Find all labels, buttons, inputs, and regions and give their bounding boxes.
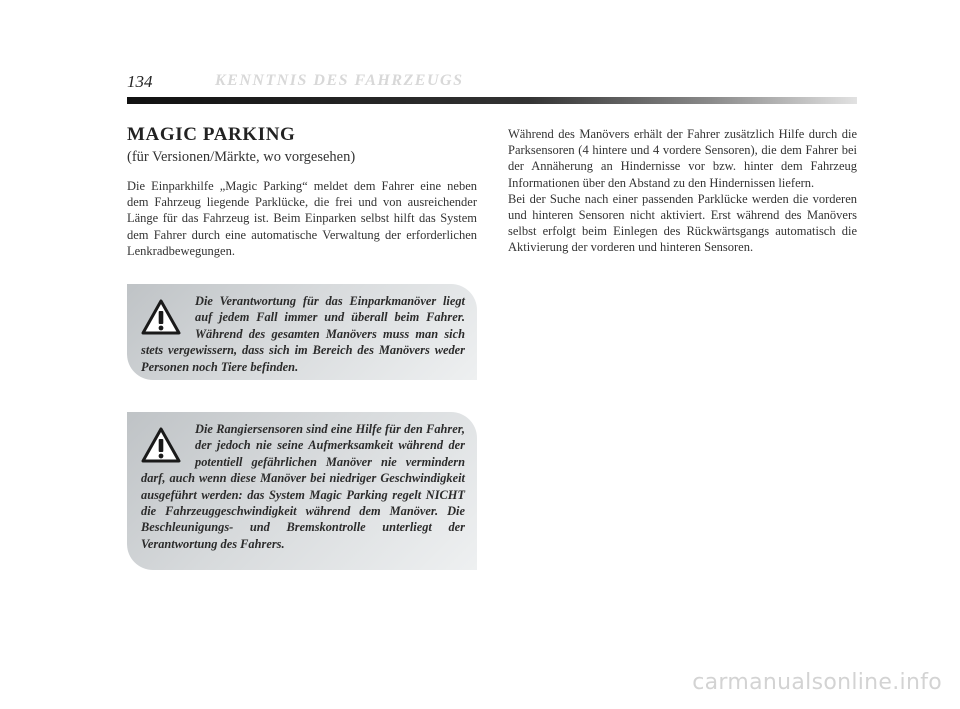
header-rule xyxy=(127,97,857,104)
warning-triangle-icon xyxy=(141,299,181,335)
section-subtitle: (für Versionen/Märkte, wo vorgesehen) xyxy=(127,149,356,165)
watermark: carmanualsonline.info xyxy=(692,670,942,695)
intro-paragraph: Die Einparkhilfe „Magic Parking“ meldet dem Fahrer eine neben dem Fahrzeug liegende Parklücke, die frei und von ausreichender Länge für das Fahrzeug ist. Beim Einparken selbst hilft das System dem Fahrer durch eine automatische Verwaltung der erforderlichen Lenkradbewegungen. xyxy=(127,179,477,258)
running-header: KENNTNIS DES FAHRZEUGS xyxy=(215,72,464,89)
page-number: 134 xyxy=(127,72,153,91)
warning-box-sensors xyxy=(127,412,477,570)
body-paragraph: Während des Manövers erhält der Fahrer zusätzlich Hilfe durch die Parksensoren (4 hintere und 4 vordere Sensoren), die dem Fahrer bei der Annäherung an Hindernisse vor bzw. hinter dem Fahrzeug Informationen über den Abstand zu den Hindernissen liefern. xyxy=(508,127,857,190)
body-paragraph: Bei der Suche nach einer passenden Parklücke werden die vorderen und hinteren Sensoren nicht aktiviert. Erst während des Manövers selbst erfolgt beim Einlegen des Rückwärtsgangs automatisch die Aktivierung der vorderen und hinteren Sensoren. xyxy=(508,191,857,255)
warning-box-responsibility xyxy=(127,284,477,380)
warning-text: Die Verantwortung für das Einparkmanöver liegt auf jedem Fall immer und überall beim Fahrer. Während des gesamten Manövers muss man sich stets vergewissern, dass sich im Bereich des Manövers weder Personen noch Tiere befinden. xyxy=(141,294,465,374)
warning-text: Die Rangiersensoren sind eine Hilfe für den Fahrer, der jedoch nie seine Aufmerksamkeit während der potentiell gefährlichen Manöver nie vermindern darf, auch wenn diese Manöver bei niedriger Geschwindigkeit ausgeführt werden: das System Magic Parking regelt NICHT die Fahrzeuggeschwindigkeit während dem Manöver. Die Beschleunigungs- und Bremskontrolle unterliegt der Verantwortung des Fahrers. xyxy=(141,422,465,551)
section-title: MAGIC PARKING xyxy=(127,124,296,145)
warning-triangle-icon xyxy=(141,427,181,463)
right-column xyxy=(508,126,857,256)
